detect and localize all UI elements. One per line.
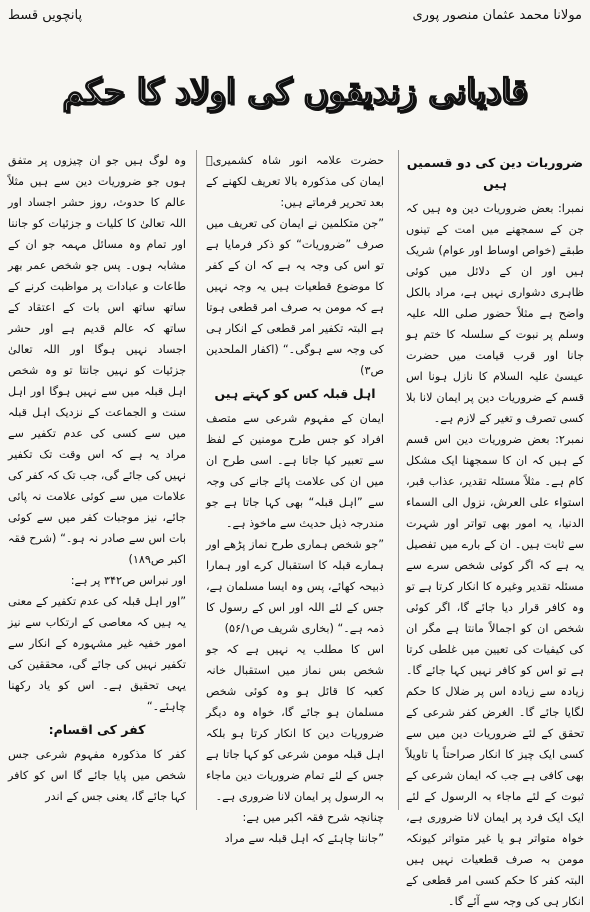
paragraph: چنانچہ شرح فقہ اکبر میں ہے: bbox=[242, 811, 384, 824]
quotation: ”اور اہل قبلہ کی عدم تکفیر کے معنی یہ ہیں کہ معاصی کے ارتکاب سے نیز امور خفیہ غیر مشہورہ کے انکار سے تکفیر نہیں کی جائے گی، محققین کی یہی تحقیق ہے۔ اس کو یاد رکھنا چاہئے۔“ bbox=[8, 595, 186, 713]
column-middle bbox=[206, 150, 384, 845]
section-heading: اہل قبلہ کس کو کہتے ہیں bbox=[214, 386, 376, 401]
paragraph: اور نبراس ص۳۴۲ پر ہے: bbox=[70, 574, 186, 587]
article-title: قادیانی زندیقوں کی اولاد کا حکم bbox=[62, 72, 528, 112]
column-divider-right bbox=[398, 150, 399, 810]
column-right bbox=[406, 150, 584, 908]
paragraph: حضرت علامہ انور شاہ کشمیریؒ ایمان کی مذکورہ بالا تعریف لکھنے کے بعد تحریر فرماتے ہیں: bbox=[206, 154, 384, 209]
column-divider-left bbox=[196, 150, 197, 810]
paragraph: ایمان کے مفہوم شرعی سے متصف افراد کو جس طرح مومنین کے لفظ سے تعبیر کیا جاتا ہے۔ اسی طرح ان میں ان کی علامت پائے جانے کی وجہ سے ”اہل قبلہ“ بھی کہا جاتا ہے جو مندرجہ ذیل حدیث سے ماخوذ ہے۔ bbox=[206, 412, 384, 530]
paragraph: وہ لوگ ہیں جو ان چیزوں پر متفق ہوں جو ضروریات دین سے ہیں مثلاً عالم کا حدوث، روز حشر اجساد اور اللہ تعالیٰ کا کلیات و جزئیات کو جاننا اور تمام وہ مسائل مہمہ جو ان کے مشابہ ہوں۔ پس جو شخص عمر بھر طاعات و عبادات پر مواظبت کرنے کے ساتھ ساتھ اس بات کے اعتقاد کے ساتھ کہ عالم قدیم ہے اور حشر اجساد نہیں ہوگا اور اللہ تعالیٰ جزئیات کو نہیں جانتا تو وہ شخص اہل قبلہ میں سے نہیں ہوگا اور اہل سنت و الجماعت کے نزدیک اہل قبلہ میں سے کسی کی عدم تکفیر سے مراد یہ ہے کہ اس وقت تک تکفیر نہیں کی جائے گی، جب تک کہ کفر کی علامات میں سے کوئی علامت نہ پائی جائے، نیز موجبات کفر میں سے کوئی بات اس سے صادر نہ ہو۔“ (شرح فقہ اکبر ص۱۸۹) bbox=[8, 154, 186, 566]
section-heading: کفر کی اقسام: bbox=[48, 722, 146, 737]
paragraph: کفر کا مذکورہ مفہوم شرعی جس شخص میں پایا جائے گا اس کو کافر کہا جائے گا، یعنی جس کے اندر bbox=[8, 748, 186, 803]
section-heading: ضروریات دین کی دو قسمیں ہیں bbox=[406, 155, 584, 191]
title-banner bbox=[62, 52, 528, 132]
paragraph: نمبرا: بعض ضروریات دین وہ ہیں کہ جن کے سمجھنے میں امت کے تینوں طبقے (خواص اوساط اور عوام) شریک ہیں اور ان کے دلائل میں کوئی ظاہری دشواری نہیں ہے، مراد بالکل واضح ہے مثلاً حضور صلی اللہ علیہ وسلم پر نبوت کے سلسلہ کا ختم ہو جانا اور قرب قیامت میں حضرت عیسیٰ علیہ السلام کا نازل ہونا اس قسم کے ضروریات دین پر ایمان لانا بلا کسی تصرف و تغیر کے لازم ہے۔ bbox=[406, 202, 584, 425]
quotation: ”جن متکلمین نے ایمان کی تعریف میں صرف ”ضروریات“ کو ذکر فرمایا ہے تو اس کی وجہ یہ ہے کہ ان کے کفر کا موضوع قطعیات ہیں یہ وجہ نہیں ہے کہ مومن بہ صرف امر قطعی ہوتا ہے البتہ تکفیر امر قطعی کے انکار ہی کی وجہ سے ہوگی۔“ (اکفار الملحدین ص۳) bbox=[206, 217, 384, 377]
quotation: ”جو شخص ہماری طرح نماز پڑھے اور ہمارے قبلہ کا استقبال کرے اور ہمارا ذبیحہ کھائے، پس وہ ایسا مسلمان ہے، جس کے لئے اللہ اور اس کے رسول کا ذمہ ہے۔“ (بخاری شریف ص۵۶/۱) bbox=[206, 538, 384, 635]
paragraph: اس کا مطلب یہ نہیں ہے کہ جو شخص بس نماز میں استقبال خانہ کعبہ کا قائل ہو وہ کوئی شخص مسلمان ہو جائے گا، خواہ وہ دیگر ضروریات دین کا انکار کرتا ہو بلکہ اہل قبلہ مومن شرعی کو کہا جاتا ہے جس کے لئے تمام ضروریات دین ماجاء بہ الرسول پر ایمان لانا ضروری ہے۔ bbox=[206, 643, 384, 803]
installment-label: پانچویں قسط bbox=[8, 8, 83, 23]
author-byline: مولانا محمد عثمان منصور پوری bbox=[412, 8, 582, 23]
quotation: ”جاننا چاہئے کہ اہل قبلہ سے مراد bbox=[224, 832, 384, 845]
paragraph: نمبر۲: بعض ضروریات دین اس قسم کے ہیں کہ ان کا سمجھنا ایک مشکل کام ہے۔ مثلاً مسئلہ تقدیر، عذاب قبر، استواء علی العرش، نزول الی السماء الدنیا، یہ امور بھی تواتر اور شہرت سے ثابت ہیں۔ ان کے بارے میں تفصیل یہ ہے کہ اگر کوئی شخص سرے سے مسئلہ تقدیر وغیرہ کا انکار کرتا ہے تو وہ کافر قرار دیا جائے گا، اگر کوئی شخص ان کو اجمالاً مانتا ہے مگر ان کی کیفیات کی تعیین میں غلطی کرتا ہے تو اس کو کافر نہیں کہا جائے گا۔ زیادہ سے زیادہ اس پر ضلال کا حکم لگایا جائے گا۔ الغرض کفر شرعی کے تحقق کے لئے ضروریات دین میں سے کسی ایک چیز کا انکار صراحتاً یا تاویلاً بھی کافی ہے جب کہ ایمان شرعی کے ثبوت کے لئے ماجاء بہ الرسول کے لئے ایک ایک فرد پر ایمان لانا ضروری ہے، خواہ متواتر ہو یا غیر متواتر کیونکہ مومن بہ صرف قطعیات نہیں ہیں البتہ کفر کا حکم کسی امر قطعی کے انکار ہی کی وجہ سے آئے گا۔ bbox=[406, 433, 584, 908]
column-left bbox=[8, 150, 186, 810]
